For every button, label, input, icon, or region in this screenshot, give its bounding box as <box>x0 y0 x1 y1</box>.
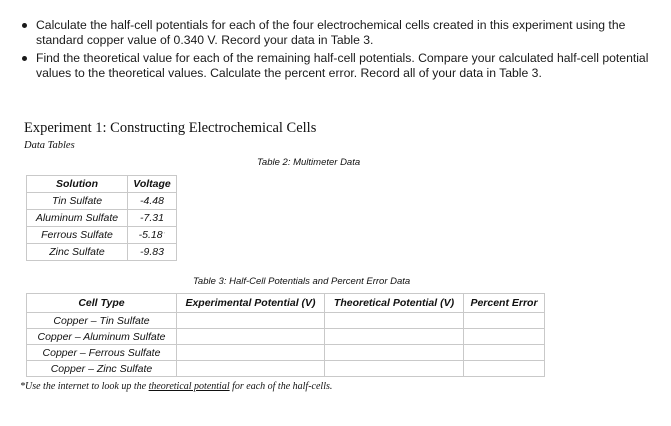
voltage-value: -5.18 <box>138 229 163 241</box>
column-header: Voltage <box>128 176 177 193</box>
table-row <box>27 210 177 227</box>
column-header: Percent Error <box>464 294 545 313</box>
cell-type-cell: Copper – Zinc Sulfate <box>27 361 177 377</box>
experiment-heading: Experiment 1: Constructing Electrochemical Cells <box>24 120 317 136</box>
voltage-cell: -4.48 <box>128 193 177 210</box>
table3-caption: Table 3: Half-Cell Potentials and Percent Error Data <box>193 276 411 287</box>
theoretical-potential-cell[interactable] <box>325 313 464 329</box>
instruction-item <box>18 18 658 48</box>
experimental-potential-cell[interactable] <box>177 313 325 329</box>
solution-cell: Zinc Sulfate <box>27 244 128 261</box>
voltage-cell: -7.31 <box>128 210 177 227</box>
column-header: Solution <box>27 176 128 193</box>
cell-type-cell: Copper – Tin Sulfate <box>27 313 177 329</box>
theoretical-potential-cell[interactable] <box>325 345 464 361</box>
table-row <box>27 345 545 361</box>
footnote-text: *Use the internet to look up the <box>20 381 149 392</box>
instruction-list <box>18 18 658 84</box>
table-header-row <box>27 176 177 193</box>
voltage-cell <box>128 227 177 244</box>
solution-cell: Aluminum Sulfate <box>27 210 128 227</box>
table-row <box>27 244 177 261</box>
table2-caption: Table 2: Multimeter Data <box>257 157 361 168</box>
table-row <box>27 361 545 377</box>
solution-cell: Ferrous Sulfate <box>27 227 128 244</box>
experimental-potential-cell[interactable] <box>177 329 325 345</box>
column-header: Theoretical Potential (V) <box>325 294 464 313</box>
instruction-text: Find the theoretical value for each of the remaining half-cell potentials. Compare your calculated half-cell potential values to the theoretical values. Calculate the percent error. Record all of your data in Table 3. <box>36 51 649 80</box>
column-header: Cell Type <box>27 294 177 313</box>
table-header-row <box>27 294 545 313</box>
column-header: Experimental Potential (V) <box>177 294 325 313</box>
experimental-potential-cell[interactable] <box>177 345 325 361</box>
percent-error-cell[interactable] <box>464 329 545 345</box>
footnote-text: for each of the half-cells. <box>229 381 333 392</box>
solution-cell: Tin Sulfate <box>27 193 128 210</box>
instruction-item <box>18 51 658 81</box>
table-row <box>27 329 545 345</box>
bullet-icon <box>22 56 27 61</box>
bullet-icon <box>22 23 27 28</box>
multimeter-data-table <box>26 175 177 261</box>
theoretical-potential-cell[interactable] <box>325 329 464 345</box>
percent-error-cell[interactable] <box>464 361 545 377</box>
footnote <box>20 381 332 392</box>
theoretical-potential-cell[interactable] <box>325 361 464 377</box>
cell-type-cell: Copper – Ferrous Sulfate <box>27 345 177 361</box>
experimental-potential-cell[interactable] <box>177 361 325 377</box>
table-row <box>27 313 545 329</box>
data-tables-subheading: Data Tables <box>24 140 75 151</box>
cell-type-cell: Copper – Aluminum Sulfate <box>27 329 177 345</box>
theoretical-potential-link[interactable]: theoretical potential <box>148 381 230 392</box>
edit-marker-icon: ’ <box>163 231 166 240</box>
voltage-cell: -9.83 <box>128 244 177 261</box>
instruction-text: Calculate the half-cell potentials for each of the four electrochemical cells created in this experiment using the standard copper value of 0.340 V. Record your data in Table 3. <box>36 18 626 47</box>
percent-error-cell[interactable] <box>464 345 545 361</box>
table-row <box>27 193 177 210</box>
table-row <box>27 227 177 244</box>
half-cell-potential-table <box>26 293 545 377</box>
percent-error-cell[interactable] <box>464 313 545 329</box>
